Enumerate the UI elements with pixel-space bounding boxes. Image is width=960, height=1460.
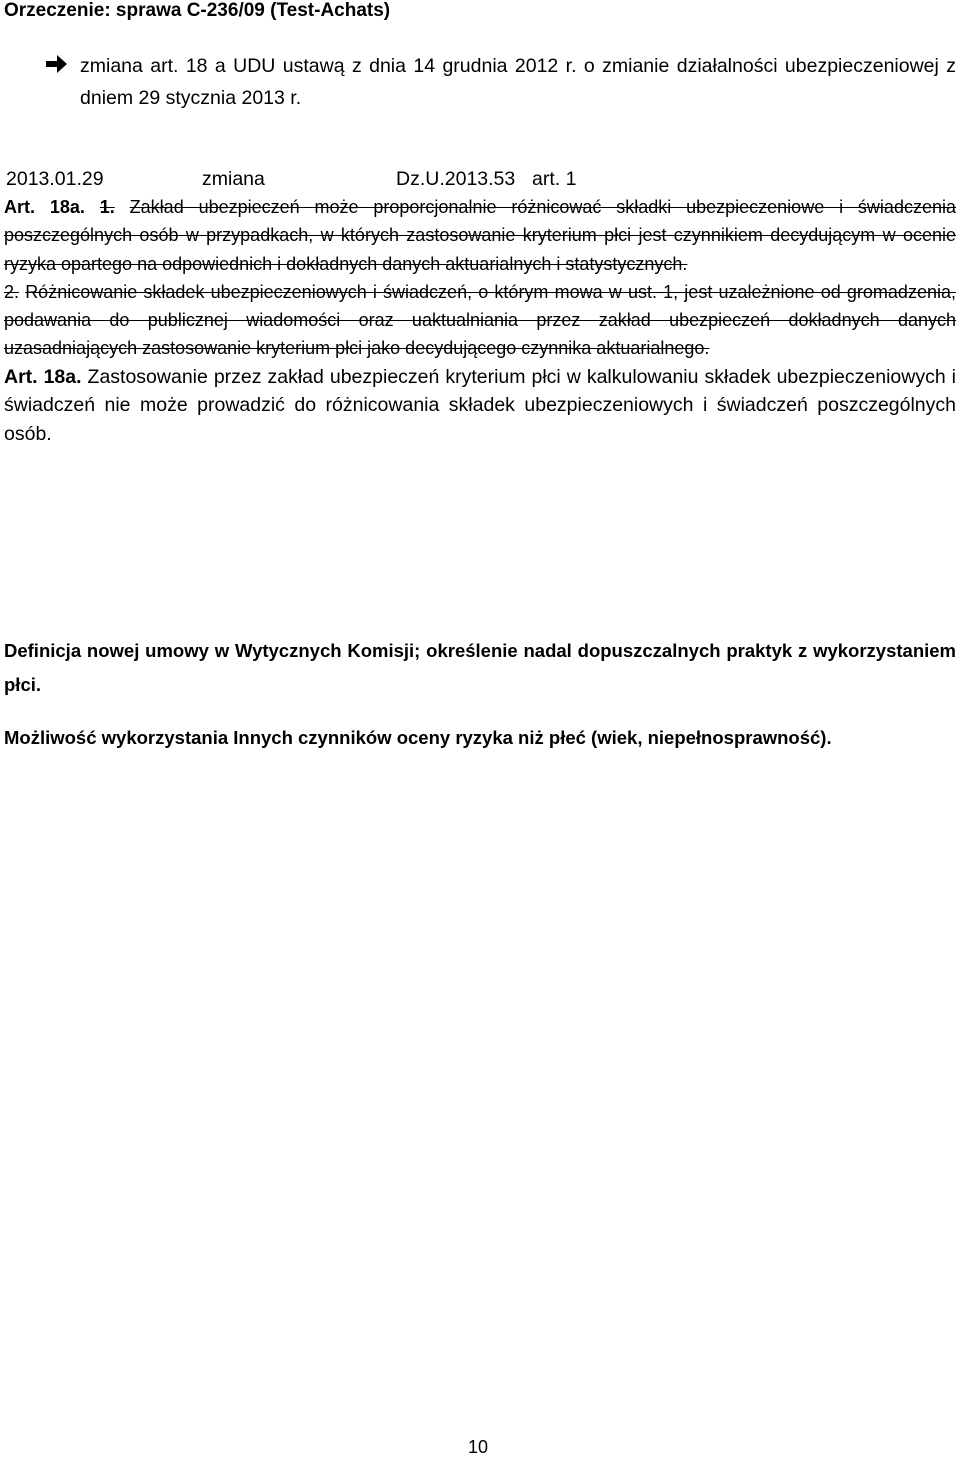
page-number: 10 [468,1437,489,1457]
page-heading: Orzeczenie: sprawa C-236/09 (Test-Achats) [4,0,391,21]
commission-guidelines-note: Definicja nowej umowy w Wytycznych Komisji; określenie nadal dopuszczalnych praktyk z wykorzystaniem płci. [4,640,956,695]
right-arrow-icon [44,53,68,75]
new-article-label: Art. 18a. [4,365,82,388]
old-article-label: Art. 18a. [4,197,85,217]
old-para2-number: 2. [4,281,20,302]
old-para1-number: 1. [99,197,115,217]
old-para1-text: Zakład ubezpieczeń może proporcjonalnie różnicować składki ubezpieczeniowe i świadczenia poszczególnych osób w przypadkach, w których zastosowanie kryterium płci jest czynnikiem decydującym w ocenie ryzyka opartego na odpowiednich i dokładnych danych aktuarialnych i statystycznych. [4,197,956,274]
reference-date: 2013.01.29 [6,168,104,190]
other-risk-factors-note: Możliwość wykorzystania Innych czynników oceny ryzyka niż płeć (wiek, niepełnosprawność). [4,727,832,748]
old-paragraph-2 [4,278,956,363]
reference-article: art. 1 [532,168,577,190]
law-text [4,193,956,448]
amendment-description: zmiana art. 18 a UDU ustawą z dnia 14 grudnia 2012 r. o zmianie działalności ubezpieczeniowej z dniem 29 stycznia 2013 r. [80,55,956,109]
new-article [4,363,956,449]
new-article-text: Zastosowanie przez zakład ubezpieczeń kryterium płci w kalkulowaniu składek ubezpieczeniowych i świadczeń nie może prowadzić do różnicowania składek ubezpieczeniowych i świadczeń poszczególnych osób. [4,365,956,445]
reference-type: zmiana [202,168,265,190]
old-paragraph-1 [4,193,956,278]
reference-journal: Dz.U.2013.53 [396,168,516,190]
old-para2-text: Różnicowanie składek ubezpieczeniowych i świadczeń, o którym mowa w ust. 1, jest uzależnione od gromadzenia, podawania do publicznej wiadomości oraz uaktualniania przez zakład ubezpieczeń dokładnych danych uzasadniających zastosowanie kryterium płci jako decydującego czynnika aktuarialnego. [4,281,956,359]
